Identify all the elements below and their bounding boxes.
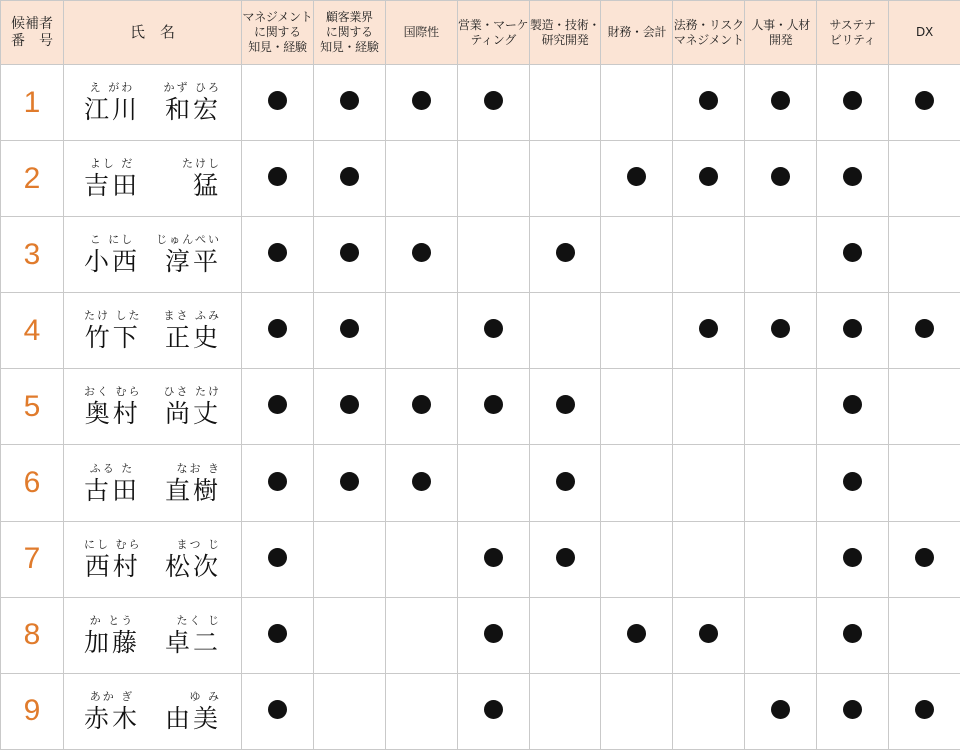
skill-cell: [529, 673, 601, 749]
skill-cell: [313, 65, 385, 141]
skill-cell: [817, 521, 889, 597]
skill-cell: [673, 673, 745, 749]
given-name-kana: じゅんぺい: [156, 232, 221, 247]
skill-cell: [817, 65, 889, 141]
skill-cell: [673, 369, 745, 445]
skill-dot-icon: [843, 243, 862, 262]
skill-cell: [385, 369, 457, 445]
family-name-kana: ふる た: [84, 461, 140, 476]
given-name-kana: まつ じ: [177, 537, 222, 552]
candidate-name: [64, 613, 241, 658]
skill-cell: [457, 293, 529, 369]
family-name-kana: え がわ: [84, 80, 140, 95]
skill-dot-icon: [268, 700, 287, 719]
table-row: [1, 521, 960, 597]
skill-cell: [817, 369, 889, 445]
skill-dot-icon: [627, 624, 646, 643]
skill-cell: [529, 141, 601, 217]
given-name-kanji: 正史: [165, 323, 221, 353]
skill-cell: [601, 65, 673, 141]
given-name: [182, 156, 221, 201]
skill-cell: [601, 293, 673, 369]
family-name-kanji: 西村: [84, 552, 142, 582]
skill-cell: [745, 597, 817, 673]
skill-cell: [601, 521, 673, 597]
skill-dot-icon: [699, 624, 718, 643]
skill-cell: [673, 65, 745, 141]
skill-dot-icon: [771, 91, 790, 110]
family-name-kanji: 江川: [84, 95, 140, 125]
given-name: [156, 232, 221, 277]
skill-cell: [313, 217, 385, 293]
skill-cell: [313, 521, 385, 597]
family-name-kanji: 加藤: [84, 628, 140, 658]
family-name: [84, 308, 142, 353]
candidate-number: 4: [1, 293, 64, 369]
family-name: [84, 537, 142, 582]
skill-cell: [601, 597, 673, 673]
candidate-name: [64, 384, 241, 429]
skill-cell: [313, 445, 385, 521]
candidate-number: 7: [1, 521, 64, 597]
given-name-kana: たけし: [182, 156, 221, 171]
skill-cell: [889, 445, 960, 521]
skill-cell: [889, 65, 960, 141]
skill-dot-icon: [484, 91, 503, 110]
candidate-name-cell: [64, 217, 242, 293]
given-name-kanji: 猛: [193, 171, 221, 201]
skill-dot-icon: [268, 319, 287, 338]
family-name: [84, 613, 140, 658]
skill-cell: [242, 521, 314, 597]
skill-dot-icon: [412, 395, 431, 414]
candidate-name-cell: [64, 369, 242, 445]
skill-cell: [385, 217, 457, 293]
table-row: [1, 445, 960, 521]
skill-cell: [817, 293, 889, 369]
skill-cell: [385, 65, 457, 141]
skill-cell: [601, 445, 673, 521]
skill-cell: [529, 65, 601, 141]
skill-dot-icon: [340, 167, 359, 186]
candidate-number: 2: [1, 141, 64, 217]
header-skill-8: サステナ ビリティ: [817, 1, 889, 65]
family-name-kana: か とう: [84, 613, 140, 628]
skill-cell: [529, 217, 601, 293]
skill-cell: [313, 597, 385, 673]
given-name: [165, 461, 221, 506]
skill-dot-icon: [843, 624, 862, 643]
candidate-name: [64, 232, 241, 277]
skill-cell: [529, 369, 601, 445]
skill-cell: [457, 597, 529, 673]
given-name-kana: たく じ: [177, 613, 222, 628]
given-name-kana: ゆ み: [190, 689, 222, 704]
skill-dot-icon: [484, 624, 503, 643]
skill-dot-icon: [843, 91, 862, 110]
skill-cell: [242, 445, 314, 521]
skill-dot-icon: [843, 472, 862, 491]
family-name: [84, 384, 142, 429]
skill-cell: [457, 673, 529, 749]
skill-dot-icon: [340, 472, 359, 491]
given-name-kanji: 由美: [165, 704, 221, 734]
skill-dot-icon: [843, 395, 862, 414]
skill-cell: [601, 141, 673, 217]
candidate-name: [64, 308, 241, 353]
skill-dot-icon: [699, 167, 718, 186]
header-skill-5: 財務・会計: [601, 1, 673, 65]
skill-cell: [745, 65, 817, 141]
candidate-name-cell: [64, 521, 242, 597]
family-name-kana: おく むら: [84, 384, 142, 399]
candidate-name: [64, 689, 241, 734]
skill-dot-icon: [627, 167, 646, 186]
given-name-kanji: 卓二: [165, 628, 221, 658]
candidate-number: 9: [1, 673, 64, 749]
skill-dot-icon: [556, 243, 575, 262]
skill-cell: [242, 369, 314, 445]
skill-cell: [745, 217, 817, 293]
skill-cell: [457, 141, 529, 217]
given-name-kanji: 尚丈: [165, 399, 221, 429]
candidate-number: 1: [1, 65, 64, 141]
skill-dot-icon: [843, 167, 862, 186]
given-name: [165, 613, 221, 658]
skill-dot-icon: [843, 700, 862, 719]
family-name-kanji: 小西: [84, 247, 140, 277]
skill-cell: [457, 217, 529, 293]
given-name-kana: ひさ たけ: [164, 384, 222, 399]
family-name-kanji: 赤木: [84, 704, 140, 734]
skill-cell: [889, 673, 960, 749]
skill-cell: [601, 673, 673, 749]
skill-dot-icon: [484, 700, 503, 719]
given-name: [165, 537, 221, 582]
candidate-name-cell: [64, 673, 242, 749]
given-name-kana: かず ひろ: [164, 80, 222, 95]
candidate-number: 8: [1, 597, 64, 673]
skill-cell: [673, 293, 745, 369]
family-name: [84, 232, 140, 277]
skill-cell: [673, 445, 745, 521]
skill-dot-icon: [412, 243, 431, 262]
skill-cell: [529, 597, 601, 673]
skill-cell: [385, 293, 457, 369]
skill-dot-icon: [843, 319, 862, 338]
skill-cell: [385, 141, 457, 217]
skill-cell: [673, 217, 745, 293]
skill-cell: [889, 521, 960, 597]
skill-cell: [889, 597, 960, 673]
skill-cell: [313, 673, 385, 749]
skill-dot-icon: [699, 319, 718, 338]
candidate-name-cell: [64, 445, 242, 521]
skill-cell: [889, 217, 960, 293]
skill-dot-icon: [412, 472, 431, 491]
candidate-name-cell: [64, 597, 242, 673]
skill-cell: [889, 369, 960, 445]
given-name-kana: なお き: [177, 461, 222, 476]
skill-cell: [385, 597, 457, 673]
skill-cell: [457, 65, 529, 141]
header-row: [1, 1, 960, 65]
header-name: 氏 名: [64, 1, 242, 65]
given-name-kanji: 直樹: [165, 476, 221, 506]
skill-cell: [673, 597, 745, 673]
skill-dot-icon: [484, 319, 503, 338]
skill-dot-icon: [771, 319, 790, 338]
header-skill-2: 国際性: [385, 1, 457, 65]
header-skill-9: DX: [889, 1, 960, 65]
family-name-kanji: 古田: [84, 476, 140, 506]
skill-dot-icon: [268, 167, 287, 186]
skill-dot-icon: [268, 624, 287, 643]
header-skill-1: 顧客業界 に関する 知見・経験: [313, 1, 385, 65]
skill-dot-icon: [412, 91, 431, 110]
table-row: [1, 141, 960, 217]
skill-cell: [673, 521, 745, 597]
skill-dot-icon: [340, 395, 359, 414]
skill-cell: [242, 141, 314, 217]
skill-cell: [313, 293, 385, 369]
family-name: [84, 689, 140, 734]
skill-cell: [745, 293, 817, 369]
candidate-name: [64, 537, 241, 582]
skill-cell: [817, 673, 889, 749]
skill-cell: [242, 217, 314, 293]
table-row: [1, 597, 960, 673]
family-name: [84, 461, 140, 506]
skill-dot-icon: [484, 395, 503, 414]
given-name-kana: まさ ふみ: [164, 308, 222, 323]
skill-dot-icon: [556, 395, 575, 414]
skill-cell: [385, 521, 457, 597]
given-name: [164, 80, 222, 125]
skill-cell: [817, 217, 889, 293]
skill-dot-icon: [340, 243, 359, 262]
skill-dot-icon: [556, 548, 575, 567]
skill-cell: [817, 445, 889, 521]
skill-cell: [313, 141, 385, 217]
skill-dot-icon: [915, 548, 934, 567]
given-name: [164, 384, 222, 429]
skill-dot-icon: [340, 319, 359, 338]
header-skill-7: 人事・人材 開発: [745, 1, 817, 65]
skill-cell: [313, 369, 385, 445]
skill-cell: [601, 369, 673, 445]
given-name-kanji: 淳平: [165, 247, 221, 277]
skill-dot-icon: [484, 548, 503, 567]
table-row: [1, 673, 960, 749]
skill-cell: [242, 673, 314, 749]
family-name-kanji: 奥村: [84, 399, 142, 429]
skill-cell: [529, 521, 601, 597]
skill-cell: [673, 141, 745, 217]
skill-cell: [242, 65, 314, 141]
candidate-number: 3: [1, 217, 64, 293]
table-row: [1, 293, 960, 369]
skill-cell: [745, 673, 817, 749]
family-name: [84, 156, 140, 201]
header-candidate-number: 候補者 番 号: [1, 1, 64, 65]
family-name-kana: こ にし: [84, 232, 140, 247]
given-name: [165, 689, 221, 734]
skill-dot-icon: [268, 472, 287, 491]
skill-cell: [745, 445, 817, 521]
skill-dot-icon: [699, 91, 718, 110]
skill-cell: [457, 521, 529, 597]
candidate-name: [64, 80, 241, 125]
candidate-name-cell: [64, 65, 242, 141]
skill-cell: [529, 445, 601, 521]
skill-cell: [457, 369, 529, 445]
skill-cell: [601, 217, 673, 293]
candidate-name: [64, 461, 241, 506]
skill-cell: [385, 673, 457, 749]
given-name: [164, 308, 222, 353]
skill-dot-icon: [771, 167, 790, 186]
header-skill-4: 製造・技術・ 研究開発: [529, 1, 601, 65]
skill-dot-icon: [843, 548, 862, 567]
skill-cell: [817, 141, 889, 217]
given-name-kanji: 和宏: [165, 95, 221, 125]
family-name-kana: たけ した: [84, 308, 142, 323]
skill-cell: [529, 293, 601, 369]
skill-dot-icon: [915, 700, 934, 719]
header-skill-3: 営業・マーケ ティング: [457, 1, 529, 65]
skill-cell: [745, 369, 817, 445]
skill-dot-icon: [268, 243, 287, 262]
skill-cell: [242, 293, 314, 369]
table-row: [1, 65, 960, 141]
table-row: [1, 217, 960, 293]
candidate-rows: [1, 65, 960, 750]
family-name-kana: よし だ: [84, 156, 140, 171]
table-row: [1, 369, 960, 445]
skill-dot-icon: [268, 395, 287, 414]
skill-dot-icon: [556, 472, 575, 491]
candidate-number: 6: [1, 445, 64, 521]
family-name-kana: あか ぎ: [84, 689, 140, 704]
family-name-kanji: 吉田: [84, 171, 140, 201]
skill-dot-icon: [340, 91, 359, 110]
family-name: [84, 80, 140, 125]
skill-dot-icon: [771, 700, 790, 719]
skill-cell: [385, 445, 457, 521]
candidate-number: 5: [1, 369, 64, 445]
header-skill-6: 法務・リスク マネジメント: [673, 1, 745, 65]
skill-cell: [242, 597, 314, 673]
candidate-name-cell: [64, 293, 242, 369]
candidate-name-cell: [64, 141, 242, 217]
skill-cell: [457, 445, 529, 521]
skill-dot-icon: [915, 91, 934, 110]
skill-dot-icon: [268, 91, 287, 110]
skill-cell: [889, 293, 960, 369]
family-name-kana: にし むら: [84, 537, 142, 552]
skill-cell: [745, 141, 817, 217]
skill-dot-icon: [268, 548, 287, 567]
skill-dot-icon: [915, 319, 934, 338]
skill-cell: [817, 597, 889, 673]
skill-cell: [745, 521, 817, 597]
candidate-name: [64, 156, 241, 201]
skill-cell: [889, 141, 960, 217]
header-skill-0: マネジメント に関する 知見・経験: [242, 1, 314, 65]
family-name-kanji: 竹下: [84, 323, 142, 353]
given-name-kanji: 松次: [165, 552, 221, 582]
